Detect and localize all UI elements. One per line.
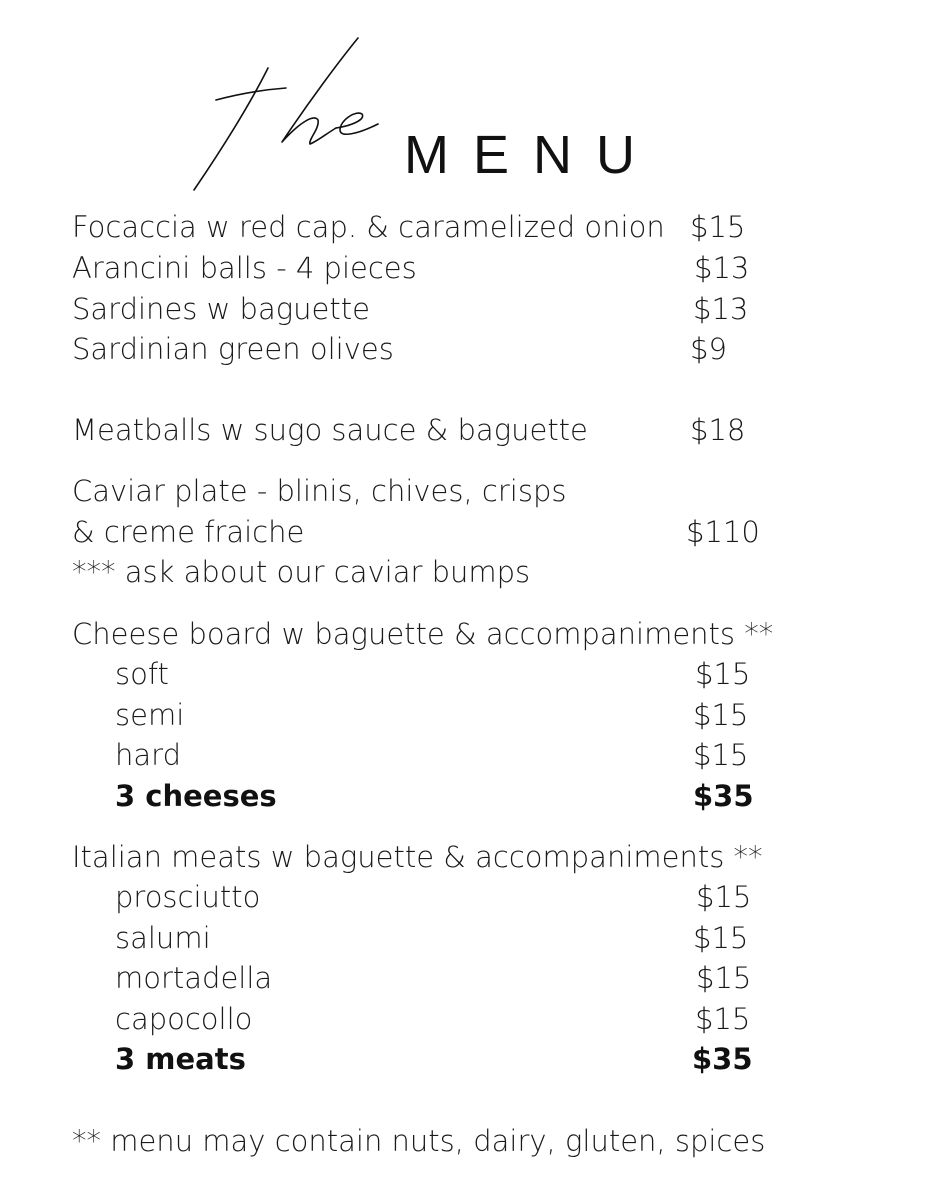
allergen-note: ** menu may contain nuts, dairy, gluten, spices [72,1124,766,1158]
meat-option-price: $15 [696,961,752,995]
meat-option-price: $15 [696,880,752,914]
cheese-option-name: 3 cheeses [115,779,277,813]
caviar-note: *** ask about our caviar bumps [72,555,531,589]
menu-item-price: $13 [693,292,749,326]
caviar-price: $110 [686,515,760,549]
cheese-option-name: soft [115,657,169,691]
cheese-option-price: $35 [693,779,754,813]
cheese-board-title: Cheese board w baguette & accompaniments ** [72,617,774,651]
cheese-option-price: $15 [693,698,749,732]
cheese-option-price: $15 [695,657,751,691]
cheese-option-name: hard [115,738,181,772]
meat-option-price: $35 [692,1042,753,1076]
menu-item-price: $18 [690,413,746,447]
menu-item-name: Meatballs w sugo sauce & baguette [72,413,588,447]
caviar-line-2: & creme fraiche [72,515,305,549]
menu-item-price: $13 [694,251,750,285]
menu-title: MENU [404,125,659,185]
meat-option-name: mortadella [115,961,273,995]
caviar-line-1: Caviar plate - blinis, chives, crisps [72,474,567,508]
meat-option-name: prosciutto [115,880,261,914]
menu-item-price: $15 [690,210,746,244]
cheese-option-price: $15 [693,738,749,772]
menu-item-price: $9 [690,332,727,366]
menu-item-name: Sardinian green olives [72,332,394,366]
menu-item-name: Focaccia w red cap. & caramelized onion [72,210,665,244]
the-script-logo [190,30,390,200]
italian-meats-title: Italian meats w baguette & accompaniments ** [72,840,763,874]
meat-option-name: 3 meats [115,1042,246,1076]
menu-item-name: Sardines w baguette [72,292,370,326]
cheese-option-name: semi [115,698,185,732]
meat-option-name: salumi [115,921,211,955]
meat-option-price: $15 [693,921,749,955]
meat-option-price: $15 [695,1002,751,1036]
menu-item-name: Arancini balls - 4 pieces [72,251,417,285]
meat-option-name: capocollo [115,1002,253,1036]
